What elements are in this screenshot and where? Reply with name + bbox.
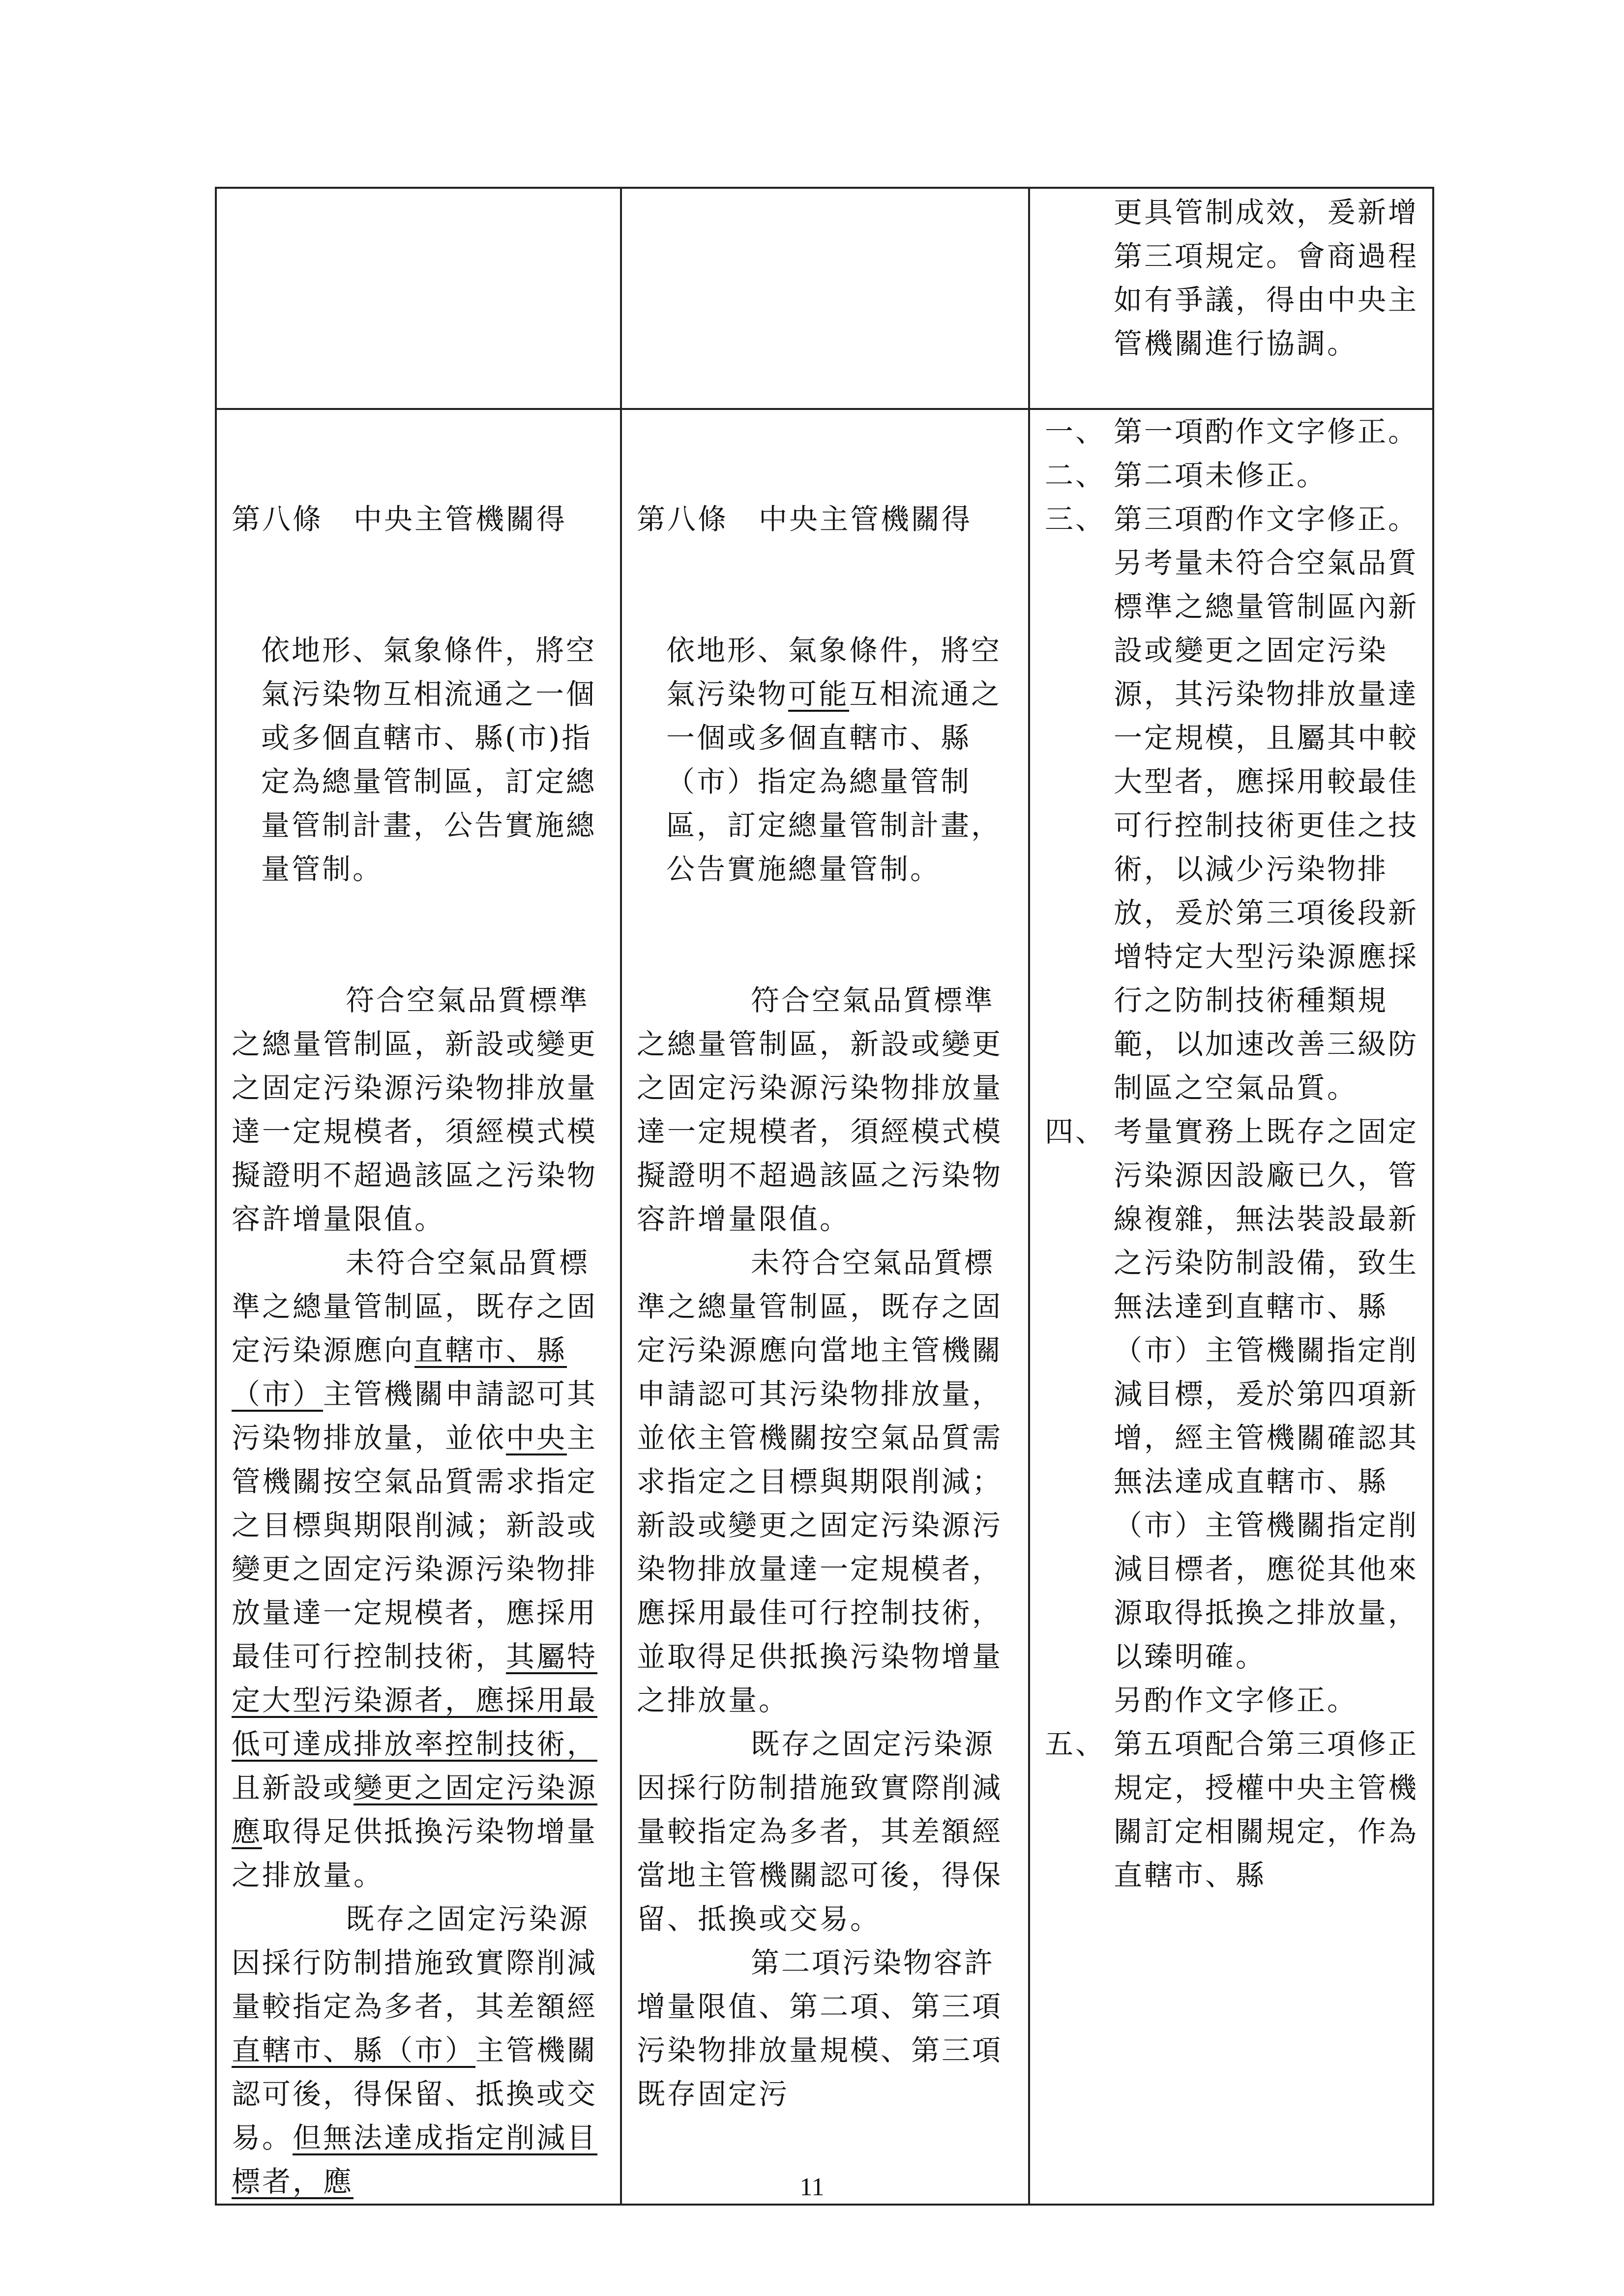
item-text: 第一項酌作文字修正。 [1114, 415, 1419, 448]
text-run: 主管機關認可後，得保留、抵換或交易。 [232, 2034, 598, 2154]
text-run: 依地形、氣象條件，將空氣污染物 [666, 634, 1002, 711]
list-item [1045, 1722, 1420, 1897]
item-text: 第二項未修正。 [1114, 459, 1328, 492]
item-number: 五、 [1045, 1727, 1106, 1761]
item-number: 三、 [1045, 502, 1106, 536]
item-text: 考量實務上既存之固定污染源因設廠已久，管線複雜，無法裝設最新之污染防制設備，致生無法達到直轄市、縣（市）主管機關指定削減目標，爰於第四項新增，經主管機關確認其無法達成直轄市、縣（市）主管機關指定削減目標者，應從其他來源取得抵換之排放量，以臻明確。 [1114, 1115, 1419, 1673]
current-paragraph-2: 符合空氣品質標準之總量管制區，新設或變更之固定污染源污染物排放量達一定規模者，須經模式模擬證明不超過該區之污染物容許增量限值。 [637, 984, 1003, 1236]
amended-article-head: 第八條 中央主管機關得 [232, 502, 567, 536]
amended-article-cell [216, 409, 621, 2205]
current-underline: 可能 [788, 677, 850, 711]
text-run: 主管機關申請認可其污染物排放量，並依 [232, 1377, 598, 1454]
current-paragraph-3: 未符合空氣品質標準之總量管制區，既存之固定污染源應向當地主管機關申請認可其污染物排放量，並依主管機關按空氣品質需求指定之目標與期限削減；新設或變更之固定污染源污染物排放量達一定規模者，應採用最佳可行控制技術，並取得足供抵換污染物增量之排放量。 [637, 1246, 1003, 1717]
current-article-head: 第八條 中央主管機關得 [637, 502, 973, 536]
current-article-cell [621, 409, 1029, 2205]
list-item [1045, 410, 1420, 454]
text-run: 且新設或 [232, 1771, 354, 1804]
text-run: 取得足供抵換污染物增量之排放量。 [232, 1815, 598, 1892]
row1-current-cell [621, 188, 1029, 409]
current-paragraph-4: 既存之固定污染源因採行防制措施致實際削減量較指定為多者，其差額經當地主管機關認可後，得保留、抵換或交易。 [637, 1727, 1003, 1936]
text-run: 未符合空氣品質標準之總量管制區，既存之固定污染源應向 [232, 1246, 598, 1367]
row1-amended-cell [216, 188, 621, 409]
item-text: 第五項配合第三項修正規定，授權中央主管機關訂定相關規定，作為直轄市、縣 [1114, 1727, 1419, 1892]
table-row [216, 409, 1433, 2205]
amended-underline: 直轄市、縣（市） [232, 1334, 567, 1411]
amended-underline: 中央 [506, 1421, 567, 1454]
amended-underline: 變更之固定污染源應 [232, 1771, 598, 1848]
list-item [1045, 497, 1420, 1110]
explanation-cell [1029, 409, 1433, 2205]
text-run: 既存之固定污染源因採行防制措施致實際削減量較指定為多者，其差額經 [232, 1902, 598, 2023]
explanation-list [1045, 410, 1420, 1897]
current-paragraph-5: 第二項污染物容許增量限值、第二項、第三項污染物排放量規模、第三項既存固定污 [637, 1946, 1003, 2111]
page-number: 11 [799, 2173, 825, 2201]
list-item [1045, 454, 1420, 497]
item-text: 第三項酌作文字修正。另考量未符合空氣品質標準之總量管制區內新設或變更之固定污染源，其污染物排放量達一定規模，且屬其中較大型者，應採用較最佳可行控制技術更佳之技術，以減少污染物排放，爰於第三項後段新增特定大型污染源應採行之防制技術種類規範，以加速改善三級防制區之空氣品質。 [1114, 502, 1419, 1104]
amended-underline: 其屬特定大型污染源者，應採用最低可達成排放率控制技術， [232, 1640, 598, 1761]
current-article-8 [637, 410, 1016, 979]
amended-paragraph-1: 依地形、氣象條件，將空氣污染物互相流通之一個或多個直轄市、縣(市)指定為總量管制區，訂定總量管制計畫，公告實施總量管制。 [261, 634, 597, 886]
amended-underline: 直轄市、縣（市） [232, 2034, 476, 2067]
item-number: 一、 [1045, 415, 1106, 448]
explanation-continuation: 更具管制成效，爰新增第三項規定。會商過程如有爭議，得由中央主管機關進行協調。 [1114, 196, 1419, 360]
comparison-table [215, 187, 1434, 2206]
amended-article-8 [232, 410, 608, 979]
text-run: 主管機關按空氣品質需求指定之目標與期限削減；新設或變更之固定污染源污染物排放量達一定規模者，應採用最佳可行控制技術， [232, 1421, 598, 1673]
item-text-extra: 另酌作文字修正。 [1114, 1684, 1358, 1717]
list-item [1045, 1110, 1420, 1722]
amended-paragraph-4 [232, 1897, 608, 2204]
amended-paragraph-2: 符合空氣品質標準之總量管制區，新設或變更之固定污染源污染物排放量達一定規模者，須經模式模擬證明不超過該區之污染物容許增量限值。 [232, 984, 598, 1236]
row1-explanation-cell [1029, 188, 1433, 409]
amended-paragraph-3 [232, 1241, 608, 1897]
item-number: 二、 [1045, 459, 1106, 492]
table-row [216, 188, 1433, 409]
amended-underline: 但無法達成指定削減目標者，應 [232, 2121, 598, 2198]
item-number: 四、 [1045, 1115, 1106, 1148]
current-paragraph-1 [637, 629, 1016, 891]
text-run: 互相流通之一個或多個直轄市、縣（市）指定為總量管制區，訂定總量管制計畫，公告實施總量管制。 [666, 677, 1002, 886]
